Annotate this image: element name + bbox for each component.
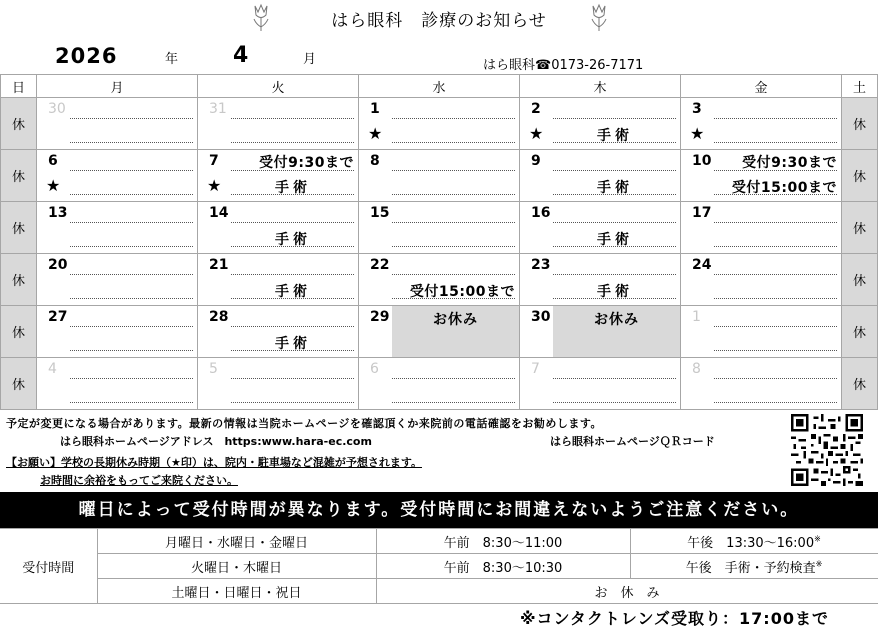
- contact-lens-note: ※コンタクトレンズ受取り：17:00まで: [520, 609, 829, 628]
- saturday-closed: 休: [842, 202, 878, 254]
- hours-row: [0, 529, 878, 554]
- day-cell: [198, 254, 359, 306]
- day-cell: [681, 306, 842, 358]
- day-cell: [359, 150, 520, 202]
- day-cell: [520, 150, 681, 202]
- week-row: [1, 254, 878, 306]
- week-row: [1, 150, 878, 202]
- dotted-line: [231, 274, 354, 275]
- day-number: 21: [209, 257, 229, 273]
- day-number: 14: [209, 205, 229, 221]
- weekday-sat: 土: [842, 75, 878, 98]
- day-number: 6: [48, 153, 58, 169]
- hours-pm: [630, 529, 878, 554]
- day-cell: [37, 358, 198, 410]
- hours-pm-text: 午後 手術・予約検査: [685, 560, 816, 576]
- day-cell: [198, 358, 359, 410]
- day-cell: [520, 306, 681, 358]
- dotted-line: [714, 142, 837, 143]
- dotted-line: [553, 378, 676, 379]
- month-unit: 月: [303, 52, 317, 67]
- day-number: 30: [48, 101, 66, 117]
- dotted-line: [714, 402, 837, 403]
- change-notice: 予定が変更になる場合があります。最新の情報は当院ホームページを確認頂くか来院前の電話確認をお勧めします。: [6, 417, 603, 430]
- week-row: [1, 306, 878, 358]
- star-icon: ★: [46, 176, 61, 195]
- reception-note: 受付9:30まで: [742, 155, 837, 171]
- dotted-line: [70, 142, 193, 143]
- dotted-line: [392, 142, 515, 143]
- day-cell: [359, 202, 520, 254]
- request-notice: 【お願い】学校の長期休み時期（★印）は、院内・駐車場など混雑が予想されます。: [6, 456, 422, 469]
- day-cell: [359, 98, 520, 150]
- day-cell: [198, 306, 359, 358]
- surgery-label: 手術: [597, 284, 633, 300]
- weekday-sun: 日: [1, 75, 37, 98]
- day-number: 13: [48, 205, 68, 221]
- reception-note: 受付15:00まで: [409, 284, 515, 300]
- reception-note: 受付9:30まで: [259, 155, 354, 171]
- warning-banner: 曜日によって受付時間が異なります。受付時間にお間違えないようご注意ください。: [0, 492, 878, 528]
- year-unit: 年: [165, 52, 179, 67]
- dotted-line: [392, 402, 515, 403]
- week-row: [1, 98, 878, 150]
- surgery-label: 手術: [597, 180, 633, 196]
- day-cell: [681, 358, 842, 410]
- saturday-closed: 休: [842, 98, 878, 150]
- weekday-wed: 水: [359, 75, 520, 98]
- day-cell: [359, 358, 520, 410]
- saturday-closed: 休: [842, 306, 878, 358]
- saturday-closed: 休: [842, 254, 878, 306]
- dotted-line: [714, 378, 837, 379]
- dotted-line: [392, 378, 515, 379]
- day-cell: [37, 306, 198, 358]
- day-number: 6: [370, 361, 379, 377]
- dotted-line: [392, 194, 515, 195]
- weekday-thu: 木: [520, 75, 681, 98]
- dotted-line: [70, 298, 193, 299]
- day-cell: [359, 306, 520, 358]
- hours-days: 火曜日・木曜日: [97, 554, 376, 579]
- dotted-line: [714, 118, 837, 119]
- surgery-label: 手術: [597, 128, 633, 144]
- surgery-label: 手術: [275, 232, 311, 248]
- reception-note: 受付15:00まで: [731, 180, 837, 196]
- day-cell: [37, 98, 198, 150]
- star-icon: ★: [690, 124, 705, 143]
- reception-hours-table: [0, 528, 878, 604]
- hours-row: [0, 579, 878, 604]
- qr-code-icon[interactable]: [791, 414, 863, 486]
- hours-row: [0, 554, 878, 579]
- dotted-line: [714, 222, 837, 223]
- weekday-fri: 金: [681, 75, 842, 98]
- hours-closed: お 休 み: [376, 579, 878, 604]
- holiday-block: [392, 306, 519, 357]
- dotted-line: [714, 326, 837, 327]
- holiday-label: お休み: [594, 312, 639, 328]
- dotted-line: [714, 298, 837, 299]
- week-row: [1, 358, 878, 410]
- sunday-closed: 休: [1, 306, 37, 358]
- dotted-line: [70, 402, 193, 403]
- sunday-closed: 休: [1, 254, 37, 306]
- hours-pm-mark: ※: [814, 534, 821, 544]
- day-cell: [681, 150, 842, 202]
- request-notice-2: お時間に余裕をもってご来院ください。: [40, 474, 238, 487]
- holiday-block: [553, 306, 680, 357]
- dotted-line: [714, 350, 837, 351]
- hours-days: 土曜日・日曜日・祝日: [97, 579, 376, 604]
- day-number: 15: [370, 205, 390, 221]
- day-cell: [37, 202, 198, 254]
- day-number: 8: [692, 361, 701, 377]
- dotted-line: [392, 274, 515, 275]
- day-cell: [198, 150, 359, 202]
- day-cell: [681, 254, 842, 306]
- surgery-label: 手術: [275, 180, 311, 196]
- day-number: 1: [692, 309, 701, 325]
- day-cell: [681, 202, 842, 254]
- week-row: [1, 202, 878, 254]
- weekday-mon: 月: [37, 75, 198, 98]
- sunday-closed: 休: [1, 202, 37, 254]
- dotted-line: [231, 402, 354, 403]
- day-number: 28: [209, 309, 229, 325]
- dotted-line: [392, 170, 515, 171]
- dotted-line: [231, 378, 354, 379]
- day-number: 4: [48, 361, 57, 377]
- day-number: 17: [692, 205, 712, 221]
- clinic-phone: はら眼科☎0173-26-7171: [483, 58, 644, 73]
- holiday-label: お休み: [433, 312, 478, 328]
- dotted-line: [714, 274, 837, 275]
- sunday-closed: 休: [1, 98, 37, 150]
- surgery-label: 手術: [597, 232, 633, 248]
- day-number: 22: [370, 257, 390, 273]
- day-number: 5: [209, 361, 218, 377]
- day-cell: [520, 202, 681, 254]
- dotted-line: [70, 326, 193, 327]
- hours-pm-mark: ※: [815, 559, 823, 569]
- day-number: 2: [531, 101, 541, 117]
- day-cell: [198, 98, 359, 150]
- day-number: 7: [531, 361, 540, 377]
- dotted-line: [231, 118, 354, 119]
- saturday-closed: 休: [842, 358, 878, 410]
- hours-am: 午前 8:30～11:00: [376, 529, 630, 554]
- day-number: 8: [370, 153, 380, 169]
- day-number: 3: [692, 101, 702, 117]
- hours-label: 受付時間: [0, 529, 97, 604]
- day-number: 10: [692, 153, 712, 169]
- dotted-line: [392, 222, 515, 223]
- day-number: 16: [531, 205, 551, 221]
- dotted-line: [714, 246, 837, 247]
- tulip-icon: [588, 2, 610, 32]
- day-number: 31: [209, 101, 227, 117]
- weekday-header: [1, 75, 878, 98]
- sunday-closed: 休: [1, 358, 37, 410]
- dotted-line: [70, 118, 193, 119]
- star-icon: ★: [368, 124, 383, 143]
- dotted-line: [392, 118, 515, 119]
- dotted-line: [231, 222, 354, 223]
- dotted-line: [553, 274, 676, 275]
- dotted-line: [231, 142, 354, 143]
- dotted-line: [392, 246, 515, 247]
- dotted-line: [70, 274, 193, 275]
- day-cell: [681, 98, 842, 150]
- year: 2026: [55, 44, 118, 68]
- dotted-line: [231, 326, 354, 327]
- surgery-label: 手術: [275, 336, 311, 352]
- qr-label: はら眼科ホームページＱＲコード: [550, 435, 715, 448]
- day-number: 9: [531, 153, 541, 169]
- day-number: 23: [531, 257, 551, 273]
- dotted-line: [70, 194, 193, 195]
- dotted-line: [553, 170, 676, 171]
- surgery-label: 手術: [275, 284, 311, 300]
- dotted-line: [70, 350, 193, 351]
- day-cell: [520, 98, 681, 150]
- day-cell: [520, 358, 681, 410]
- day-number: 7: [209, 153, 219, 169]
- day-cell: [198, 202, 359, 254]
- star-icon: ★: [207, 176, 222, 195]
- day-number: 1: [370, 101, 380, 117]
- calendar: [0, 74, 878, 410]
- page-title: はら眼科 診療のお知らせ: [331, 11, 547, 31]
- dotted-line: [70, 222, 193, 223]
- hours-pm-text: 午後 13:30～16:00: [687, 535, 815, 551]
- dotted-line: [70, 170, 193, 171]
- hours-days: 月曜日・水曜日・金曜日: [97, 529, 376, 554]
- day-number: 30: [531, 309, 551, 325]
- day-number: 27: [48, 309, 68, 325]
- dotted-line: [553, 402, 676, 403]
- day-cell: [37, 254, 198, 306]
- weekday-tue: 火: [198, 75, 359, 98]
- sunday-closed: 休: [1, 150, 37, 202]
- dotted-line: [553, 222, 676, 223]
- day-number: 24: [692, 257, 712, 273]
- day-cell: [359, 254, 520, 306]
- day-number: 20: [48, 257, 68, 273]
- day-number: 29: [370, 309, 390, 325]
- dotted-line: [70, 378, 193, 379]
- saturday-closed: 休: [842, 150, 878, 202]
- day-cell: [520, 254, 681, 306]
- hours-am: 午前 8:30～10:30: [376, 554, 630, 579]
- dotted-line: [553, 118, 676, 119]
- homepage-address[interactable]: はら眼科ホームページアドレス https:www.hara-ec.com: [60, 435, 372, 448]
- star-icon: ★: [529, 124, 544, 143]
- month: 4: [233, 43, 249, 68]
- hours-pm: [630, 554, 878, 579]
- dotted-line: [70, 246, 193, 247]
- day-cell: [37, 150, 198, 202]
